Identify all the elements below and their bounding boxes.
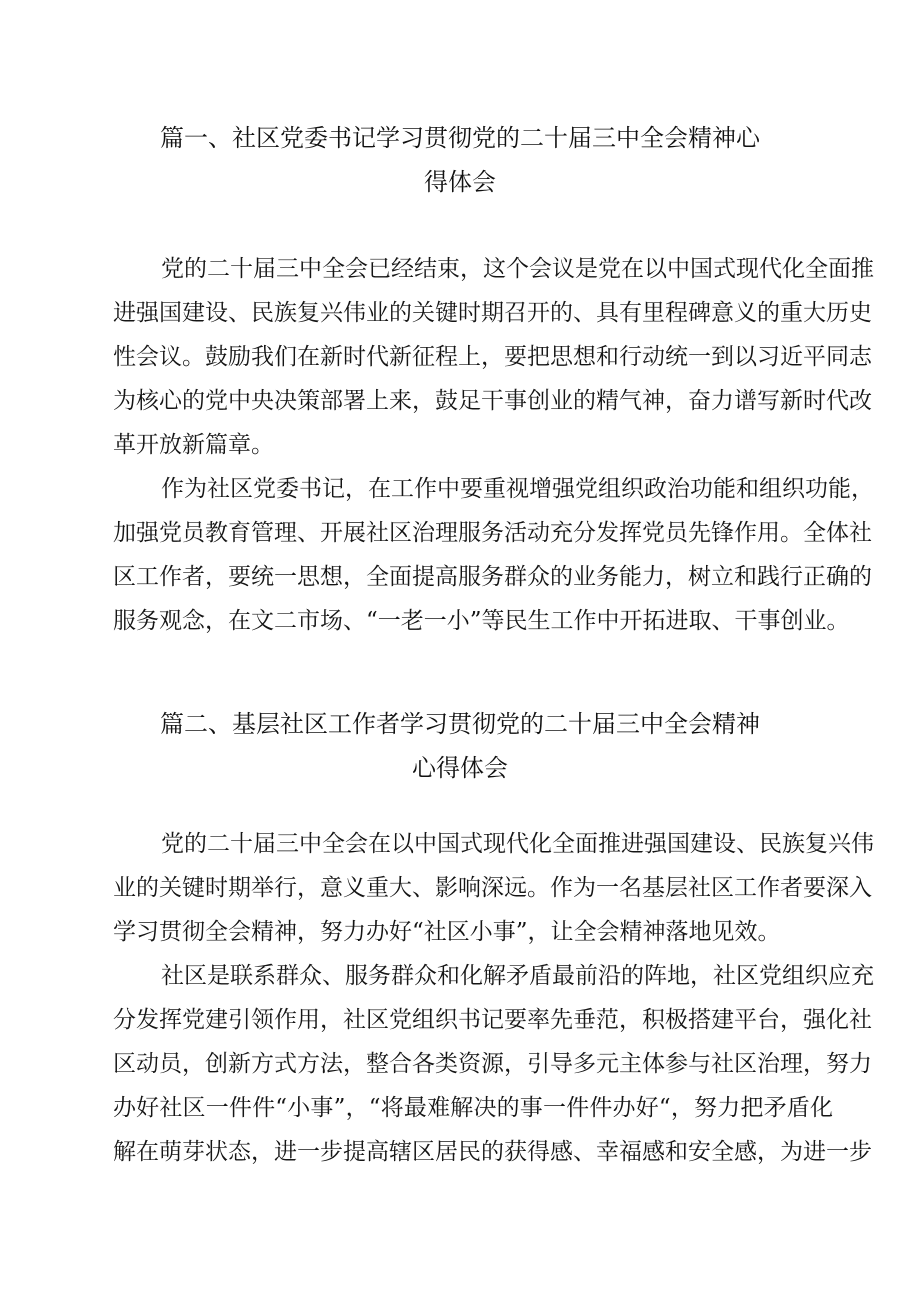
section-1-title-line-1: 篇一、社区党委书记学习贯彻党的二十届三中全会精神心 xyxy=(160,124,760,152)
paragraph-line: 党的二十届三中全会已经结束，这个会议是党在以中国式现代化全面推 xyxy=(161,256,874,282)
paragraph-line: 为核心的党中央决策部署上来，鼓足干事创业的精气神，奋力谱写新时代改 xyxy=(113,388,872,414)
section-1-title xyxy=(0,116,920,204)
paragraph-line: 办好社区一件件“小事”，“将最难解决的事一件件办好“，努力把矛盾化 xyxy=(113,1095,833,1121)
paragraph-line: 社区是联系群众、服务群众和化解矛盾最前沿的阵地，社区党组织应充 xyxy=(161,963,874,989)
paragraph-line: 解在萌芽状态，进一步提高辖区居民的获得感、幸福感和安全感，为进一步 xyxy=(113,1139,872,1165)
paragraph-line: 学习贯彻全会精神，努力办好“社区小事”，让全会精神落地见效。 xyxy=(113,919,781,945)
section-2-title-line-1: 篇二、基层社区工作者学习贯彻党的二十届三中全会精神 xyxy=(160,710,760,738)
section-2-title-line-2: 心得体会 xyxy=(412,754,508,782)
section-2-title xyxy=(0,702,920,790)
paragraph-line: 区动员，创新方式方法，整合各类资源，引导多元主体参与社区治理，努力 xyxy=(113,1051,872,1077)
paragraph-line: 分发挥党建引领作用，社区党组织书记要率先垂范，积极搭建平台，强化社 xyxy=(113,1007,872,1033)
paragraph-line: 党的二十届三中全会在以中国式现代化全面推进强国建设、民族复兴伟 xyxy=(161,831,874,857)
paragraph-line: 革开放新篇章。 xyxy=(113,432,274,458)
paragraph-line: 业的关键时期举行，意义重大、影响深远。作为一名基层社区工作者要深入 xyxy=(113,875,872,901)
paragraph-line: 服务观念，在文二市场、“一老一小”等民生工作中开拓进取、干事创业。 xyxy=(113,608,850,634)
paragraph-line: 进强国建设、民族复兴伟业的关键时期召开的、具有里程碑意义的重大历史 xyxy=(113,300,872,326)
section-1-title-line-2: 得体会 xyxy=(424,168,496,196)
paragraph-line: 作为社区党委书记，在工作中要重视增强党组织政治功能和组织功能， xyxy=(161,476,874,502)
paragraph-line: 加强党员教育管理、开展社区治理服务活动充分发挥党员先锋作用。全体社 xyxy=(113,520,872,546)
paragraph-line: 性会议。鼓励我们在新时代新征程上，要把思想和行动统一到以习近平同志 xyxy=(113,344,872,370)
paragraph-line: 区工作者，要统一思想，全面提高服务群众的业务能力，树立和践行正确的 xyxy=(113,564,872,590)
